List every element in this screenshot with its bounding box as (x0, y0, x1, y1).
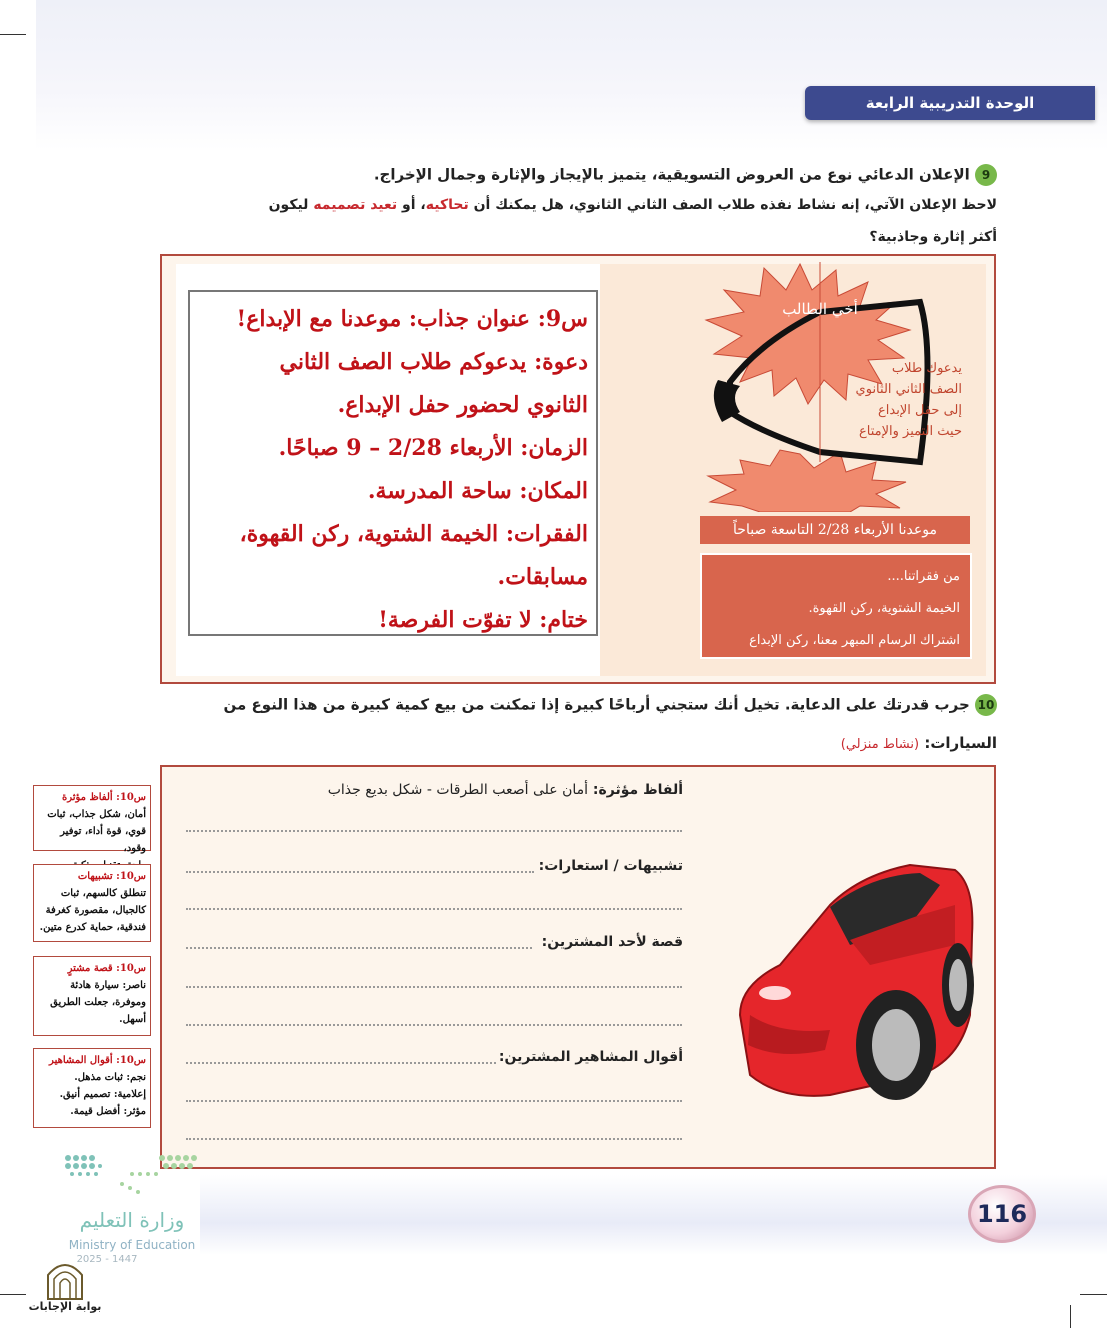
page-number: 116 (976, 1200, 1028, 1228)
poster-program-box (700, 553, 972, 659)
ministry-name-ar: وزارة التعليم (79, 1208, 185, 1232)
side-answer-head: س10: أقوال المشاهير (49, 1055, 146, 1066)
answer-dotted-line (186, 1138, 682, 1140)
side-answer-line: قوي، قوة أداء، توفير وقود، (60, 826, 146, 854)
side-answer-head: س10: قصة مشترٍ (67, 963, 146, 974)
answer-dotted-line (186, 986, 682, 988)
q9-text-emph2: تعيد تصميمه (313, 197, 398, 213)
q9-text-e: ليكون (268, 197, 314, 213)
invite-line: حيث التميز والإمتاع (858, 424, 962, 439)
home-activity-tag: (نشاط منزلي) (840, 737, 920, 752)
form-words-row (183, 782, 683, 798)
program-item: الخيمة الشتوية، ركن القهوة. (808, 601, 960, 616)
words-label: ألفاظ مؤثرة: (592, 782, 683, 798)
q10-text: جرب قدرتك على الدعاية. تخيل أنك ستجني أرباحًا كبيرة إذا تمكنت من بيع كمية كبيرة من هذا النوع من (223, 695, 970, 714)
q9-line1 (157, 164, 997, 186)
side-answer-line: وموفرة، جعلت الطريق (50, 997, 146, 1008)
program-title: من فقراتنا.... (887, 569, 960, 584)
q9-text-a: لاحظ الإعلان الآتي، إنه نشاط نفذه طلاب الصف الثاني الثانوي، هل يمكنك أن (468, 197, 997, 213)
side-answer-line: إعلامية: تصميم أنيق. (59, 1089, 146, 1100)
side-answer-line: نجم: ثبات مذهل. (74, 1072, 146, 1083)
q10-line1 (147, 694, 997, 716)
answer-line: مسابقات. (497, 564, 588, 590)
side-answer-line: ناصر: سيارة هادئة (70, 980, 146, 991)
answer-dotted-line (186, 1100, 682, 1102)
invite-line: يدعوك طلاب (891, 361, 962, 376)
answer-line: ختام: لا تفوّت الفرصة! (378, 607, 588, 633)
q9-text-c: ، أو (397, 197, 426, 213)
answer-line: الثانوي لحضور حفل الإبداع. (337, 392, 588, 418)
red-sports-car-image (720, 845, 982, 1110)
answer-dotted-line (186, 871, 534, 873)
answer-dotted-line (186, 1062, 496, 1064)
side-answer-box (33, 956, 151, 1036)
poster-invite (812, 358, 962, 442)
answer-dotted-line (186, 1024, 682, 1026)
answer-dotted-line (186, 947, 532, 949)
answer-line: المكان: ساحة المدرسة. (367, 478, 588, 504)
unit-title: الوحدة التدريبية الرابعة (865, 94, 1035, 112)
side-answer-line: مؤثر: أفضل قيمة. (70, 1106, 146, 1117)
answer-line: الفقرات: الخيمة الشتوية، ركن القهوة، (239, 521, 588, 547)
side-answer-head: س10: تشبيهات (77, 871, 146, 882)
q9-intro-text: الإعلان الدعائي نوع من العروض التسويقية، يتميز بالإيجاز والإثارة وجمال الإخراج. (373, 165, 970, 184)
side-answer-line: أسهل. (119, 1014, 146, 1025)
q9-line3: أكثر إثارة وجاذبية؟ (869, 229, 997, 245)
answer-line: الزمان: الأربعاء 2/28 – 9 صباحًا. (278, 435, 588, 461)
q9-text-emph1: تحاكيه (425, 197, 469, 213)
story-label: قصة لأحد المشترين: (541, 934, 683, 950)
celebs-label: أقوال المشاهير المشترين: (498, 1049, 683, 1065)
poster-date-band: موعدنا الأربعاء 2/28 التاسعة صباحاً (700, 516, 970, 544)
side-answer-head: س10: ألفاظ مؤثرة (61, 792, 146, 803)
side-answer-box (33, 785, 151, 854)
side-answer-line: فندقية، حماية كدرع متين. (39, 922, 146, 933)
side-answer-line: أمان، شكل جذاب، ثبات (47, 809, 146, 820)
crop-mark (0, 34, 26, 35)
invite-line: إلى حفل الإبداع (878, 403, 962, 418)
answer-dotted-line (186, 908, 682, 910)
q9-line2 (157, 197, 997, 213)
q10-text-end: السيارات: (924, 734, 997, 752)
ministry-name-en: Ministry of Education (68, 1238, 196, 1252)
poster-burst-text: أخي الطالب (782, 300, 858, 318)
answer-line: دعوة: يدعوكم طلاب الصف الثاني (279, 349, 588, 375)
crop-mark (0, 1294, 26, 1295)
similes-label: تشبيهات / استعارات: (538, 858, 683, 874)
program-item: اشتراك الرسام المبهر معنا، ركن الإبداع (749, 633, 960, 648)
answer-line: س9: عنوان جذاب: موعدنا مع الإبداع! (236, 306, 588, 332)
q10-line2 (147, 734, 997, 752)
unit-banner (805, 86, 1095, 120)
ministry-logo-dots (62, 1152, 202, 1200)
words-value: أمان على أصعب الطرقات - شكل بديع جذاب (327, 782, 589, 798)
crop-mark (1070, 1305, 1071, 1328)
side-answer-box (33, 864, 151, 942)
q9-number-badge: 9 (975, 164, 997, 186)
side-answer-box (33, 1048, 151, 1128)
page-number-badge (968, 1185, 1036, 1243)
side-answer-line: كالجبال، مقصورة كغرفة (45, 905, 146, 916)
q10-number-badge: 10 (975, 694, 997, 716)
q9-answer-box (188, 290, 598, 636)
site-label: بوابة الإجابات (28, 1300, 102, 1313)
site-logo-icon (44, 1255, 86, 1301)
invite-line: الصف الثاني الثانوي (855, 382, 962, 397)
header-decoration (36, 0, 1107, 150)
crop-mark (1080, 1294, 1107, 1295)
ministry-year: 2025 - 1447 (76, 1254, 138, 1265)
side-answer-line: تنطلق كالسهم، ثبات (60, 888, 146, 899)
answer-dotted-line (186, 830, 682, 832)
